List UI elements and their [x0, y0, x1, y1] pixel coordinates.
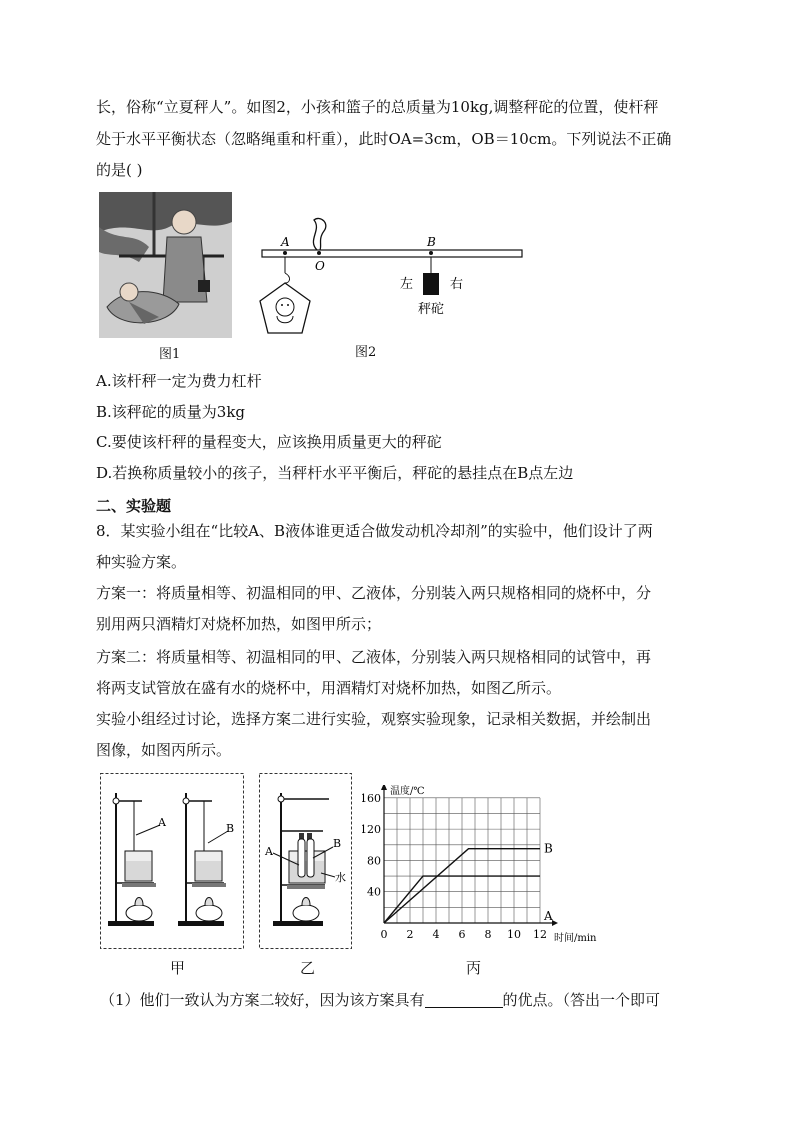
x-tick-label: 0 [380, 928, 388, 941]
figure-yi-caption: 乙 [300, 959, 316, 977]
jia-label-A: A [158, 816, 166, 829]
chart-grid [384, 798, 540, 923]
option-a: A.该杆秤一定为费力杠杆 [96, 372, 262, 390]
label-B: B [427, 235, 436, 249]
x-axis-arrow [552, 920, 558, 926]
q8-text-line-2: 种实验方案。 [96, 553, 187, 571]
option-b: B.该秤砣的质量为3kg [96, 403, 246, 421]
figure-1-caption: 图1 [159, 347, 181, 362]
x-tick-label: 2 [406, 928, 414, 941]
x-axis-label: 时间/min [554, 933, 597, 944]
option-d: D.若换称质量较小的孩子，当秤杆水平平衡后，秤砣的悬挂点在B点左边 [96, 464, 574, 482]
q8-text-line-3: 方案一：将质量相等、初温相同的甲、乙液体，分别装入两只规格相同的烧杯中，分 [96, 584, 652, 602]
figure-bing-caption: 丙 [466, 959, 482, 977]
q8-text-line-6: 将两支试管放在盛有水的烧杯中，用酒精灯对烧杯加热，如图乙所示。 [96, 679, 562, 697]
series-label-B: B [544, 841, 553, 856]
x-tick-label: 8 [484, 928, 492, 941]
y-tick-label: 160 [362, 791, 381, 805]
q8-sub1-suffix: 的优点。（答出一个即可 [502, 991, 661, 1009]
q7-text-line-3: 的是( ) [96, 161, 143, 179]
q7-text-line-1: 长，俗称“立夏秤人”。如图2，小孩和篮子的总质量为10kg,调整秤砣的位置，使杆秤 [96, 98, 659, 116]
option-c: C.要使该杆秤的量程变大，应该换用质量更大的秤砣 [96, 433, 442, 451]
q8-text-line-4: 别用两只酒精灯对烧杯加热，如图甲所示； [96, 615, 382, 633]
x-tick-label: 4 [432, 928, 440, 941]
figure-2-lever-diagram [252, 215, 532, 345]
label-A: A [281, 235, 290, 249]
label-weight: 秤砣 [418, 302, 445, 317]
jia-label-B: B [226, 822, 235, 835]
q8-text-line-1: 8．某实验小组在“比较A、B液体谁更适合做发动机冷却剂”的实验中，他们设计了两 [96, 522, 653, 540]
figure-yi-apparatus [259, 773, 352, 949]
x-tick-label: 10 [507, 928, 521, 941]
x-tick-label: 6 [458, 928, 466, 941]
label-right: 右 [450, 277, 464, 292]
y-tick-label: 80 [367, 854, 381, 868]
figure-1-illustration [99, 192, 232, 338]
series-label-A: A [544, 909, 553, 924]
yi-label-A: A [265, 845, 273, 858]
q8-text-line-8: 图像，如图丙所示。 [96, 741, 232, 759]
figure-jia-apparatus [100, 773, 244, 949]
q7-text-line-2: 处于水平平衡状态（忽略绳重和杆重），此时OA=3cm，OB＝10cm。下列说法不正确 [96, 130, 672, 148]
y-axis-arrow [381, 785, 387, 790]
figure-jia-caption: 甲 [170, 959, 186, 977]
y-tick-label: 120 [362, 823, 381, 837]
figure-2-caption: 图2 [355, 345, 377, 360]
figure-bing-chart [362, 785, 607, 950]
q8-sub1 [100, 990, 660, 1010]
q8-sub1-prefix: （1）他们一致认为方案二较好，因为该方案具有 [100, 991, 425, 1009]
answer-blank[interactable] [425, 991, 503, 1008]
y-tick-label: 40 [367, 885, 381, 899]
section-title: 二、实验题 [96, 497, 172, 515]
yi-label-water: 水 [335, 871, 346, 884]
q8-text-line-7: 实验小组经过讨论，选择方案二进行实验，观察实验现象，记录相关数据，并绘制出 [96, 710, 652, 728]
y-axis-label: 温度/℃ [390, 786, 425, 797]
yi-label-B: B [333, 837, 342, 850]
x-tick-label: 12 [533, 928, 547, 941]
label-O: O [315, 259, 325, 273]
q8-text-line-5: 方案二：将质量相等、初温相同的甲、乙液体，分别装入两只规格相同的试管中，再 [96, 648, 652, 666]
chart-axes [381, 785, 558, 926]
label-left: 左 [400, 277, 414, 292]
